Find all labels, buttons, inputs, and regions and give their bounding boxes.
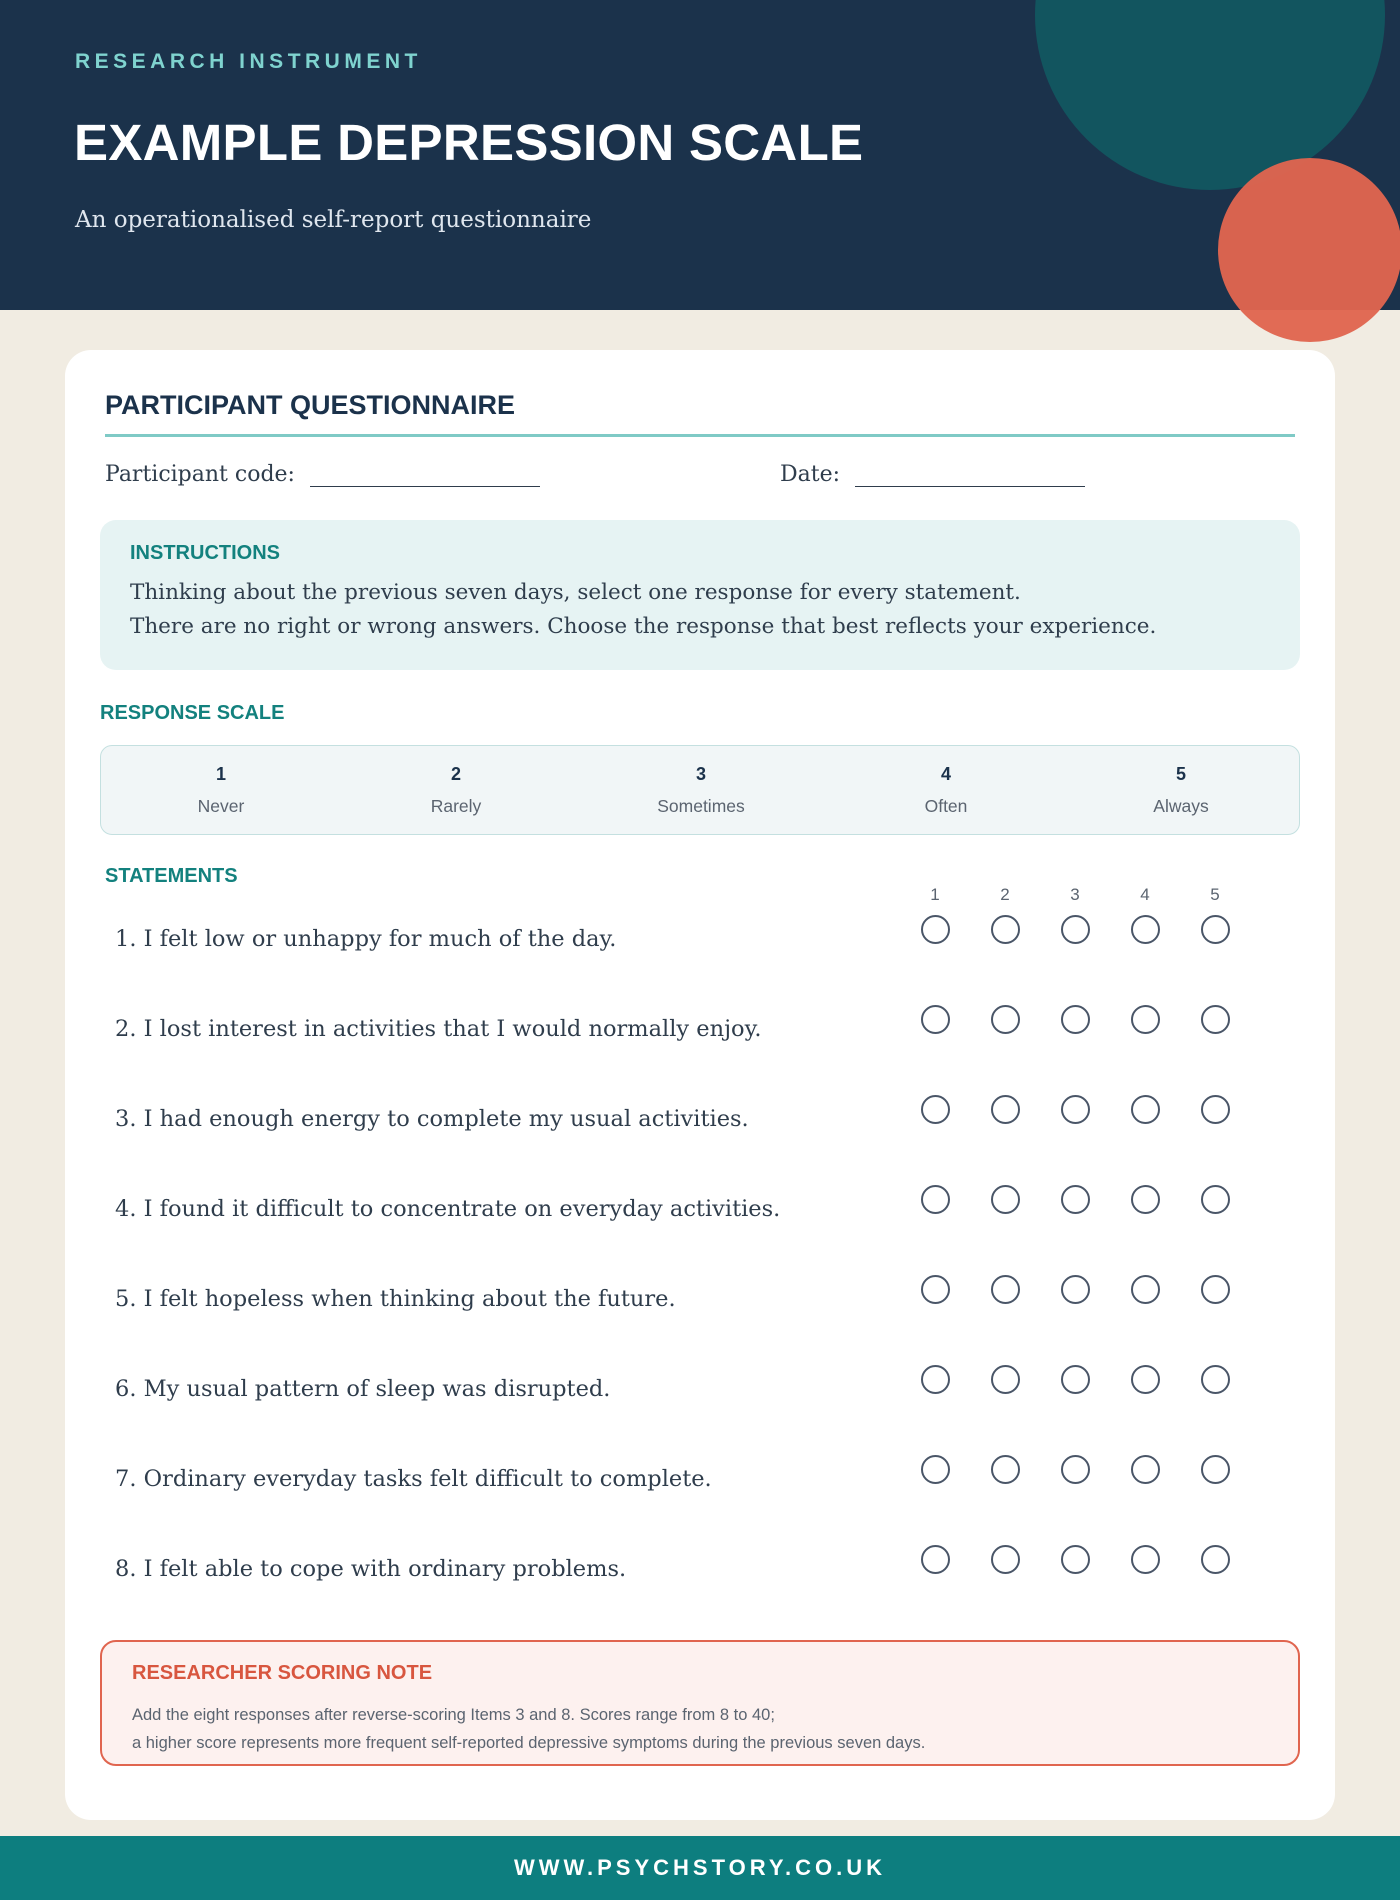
response-radio-5[interactable] — [1201, 1365, 1230, 1394]
scale-label: Often — [924, 796, 968, 816]
response-radio-2[interactable] — [991, 1365, 1020, 1394]
column-label-2: 2 — [1000, 885, 1010, 904]
date-field — [780, 462, 1085, 487]
response-radio-4[interactable] — [1131, 915, 1160, 944]
footer-bar — [0, 1836, 1400, 1900]
response-radio-1[interactable] — [921, 1545, 950, 1574]
scale-number: 2 — [450, 764, 461, 784]
response-radio-5[interactable] — [1201, 1005, 1230, 1034]
statement-text: 6. My usual pattern of sleep was disrupted. — [115, 1376, 611, 1402]
scale-item-4 — [866, 764, 1026, 817]
response-radio-4[interactable] — [1131, 1365, 1160, 1394]
date-label: Date: — [780, 462, 841, 487]
scale-number: 4 — [940, 764, 951, 784]
response-radio-4[interactable] — [1131, 1275, 1160, 1304]
scale-label: Rarely — [430, 796, 482, 816]
response-scale-heading: RESPONSE SCALE — [100, 702, 285, 724]
response-radio-2[interactable] — [991, 1455, 1020, 1484]
statement-text: 8. I felt able to cope with ordinary problems. — [115, 1556, 627, 1582]
response-radio-2[interactable] — [991, 915, 1020, 944]
response-radio-5[interactable] — [1201, 1275, 1230, 1304]
response-radio-3[interactable] — [1061, 1275, 1090, 1304]
statement-text: 2. I lost interest in activities that I would normally enjoy. — [115, 1016, 762, 1042]
response-radio-1[interactable] — [921, 1275, 950, 1304]
card-title: PARTICIPANT QUESTIONNAIRE — [105, 390, 516, 420]
instructions-line-1: Thinking about the previous seven days, select one response for every statement. — [130, 580, 1021, 605]
instructions-heading: INSTRUCTIONS — [130, 542, 280, 564]
response-radio-5[interactable] — [1201, 1545, 1230, 1574]
instructions-box — [100, 520, 1300, 670]
response-radio-1[interactable] — [921, 915, 950, 944]
response-radio-1[interactable] — [921, 1455, 950, 1484]
title-divider — [105, 434, 1295, 437]
response-radio-2[interactable] — [991, 1095, 1020, 1124]
column-label-5: 5 — [1210, 885, 1220, 904]
statement-text: 7. Ordinary everyday tasks felt difficult to complete. — [115, 1466, 712, 1492]
response-radio-2[interactable] — [991, 1275, 1020, 1304]
response-radio-5[interactable] — [1201, 1455, 1230, 1484]
statement-text: 4. I found it difficult to concentrate on everyday activities. — [115, 1196, 781, 1222]
response-radio-1[interactable] — [921, 1005, 950, 1034]
scale-item-2 — [376, 764, 536, 817]
page-subtitle: An operationalised self-report questionnaire — [75, 207, 592, 233]
scale-number: 5 — [1175, 764, 1186, 784]
response-radio-3[interactable] — [1061, 1185, 1090, 1214]
statement-text: 3. I had enough energy to complete my usual activities. — [115, 1106, 749, 1132]
scale-item-3 — [621, 764, 781, 817]
response-radio-2[interactable] — [991, 1005, 1020, 1034]
footer-url: WWW.PSYCHSTORY.CO.UK — [513, 1855, 887, 1880]
response-radio-3[interactable] — [1061, 1005, 1090, 1034]
response-radio-3[interactable] — [1061, 1545, 1090, 1574]
response-radio-5[interactable] — [1201, 1095, 1230, 1124]
response-radio-4[interactable] — [1131, 1185, 1160, 1214]
response-radio-1[interactable] — [921, 1365, 950, 1394]
response-radio-1[interactable] — [921, 1095, 950, 1124]
header-banner — [0, 0, 1400, 310]
response-radio-4[interactable] — [1131, 1095, 1160, 1124]
scale-item-1 — [141, 764, 301, 817]
response-radio-3[interactable] — [1061, 1095, 1090, 1124]
response-radio-3[interactable] — [1061, 1455, 1090, 1484]
date-input[interactable] — [855, 465, 1085, 487]
response-radio-2[interactable] — [991, 1185, 1020, 1214]
scale-item-5 — [1101, 764, 1261, 817]
scoring-note-box — [100, 1640, 1300, 1766]
scoring-note-line-2: a higher score represents more frequent self-reported depressive symptoms during the previous seven days. — [132, 1734, 926, 1752]
scoring-note-line-1: Add the eight responses after reverse-scoring Items 3 and 8. Scores range from 8 to 40; — [132, 1706, 775, 1724]
scale-label: Always — [1153, 796, 1209, 816]
header-eyebrow: RESEARCH INSTRUMENT — [75, 50, 422, 73]
participant-code-label: Participant code: — [105, 462, 295, 487]
response-radio-4[interactable] — [1131, 1005, 1160, 1034]
instructions-line-2: There are no right or wrong answers. Choose the response that best reflects your experience. — [130, 614, 1157, 639]
response-radio-3[interactable] — [1061, 915, 1090, 944]
scale-number: 1 — [215, 764, 226, 784]
response-radio-5[interactable] — [1201, 1185, 1230, 1214]
scale-label: Sometimes — [657, 796, 745, 816]
scale-label: Never — [197, 796, 245, 816]
scoring-note-heading: RESEARCHER SCORING NOTE — [132, 1662, 433, 1684]
column-label-3: 3 — [1070, 885, 1080, 904]
column-label-4: 4 — [1140, 885, 1150, 904]
response-radio-3[interactable] — [1061, 1365, 1090, 1394]
column-label-1: 1 — [930, 885, 940, 904]
response-radio-5[interactable] — [1201, 915, 1230, 944]
questionnaire-card — [65, 350, 1335, 1820]
participant-code-field — [105, 462, 540, 487]
statement-text: 5. I felt hopeless when thinking about the future. — [115, 1286, 676, 1312]
decorative-coral-circle — [1218, 158, 1400, 342]
statement-text: 1. I felt low or unhappy for much of the day. — [115, 926, 617, 952]
response-radio-1[interactable] — [921, 1185, 950, 1214]
response-scale-key — [100, 745, 1300, 835]
response-radio-2[interactable] — [991, 1545, 1020, 1574]
response-radio-4[interactable] — [1131, 1545, 1160, 1574]
scale-number: 3 — [695, 764, 706, 784]
statements-heading: STATEMENTS — [105, 865, 238, 887]
response-radio-4[interactable] — [1131, 1455, 1160, 1484]
participant-code-input[interactable] — [310, 465, 540, 487]
page-title: EXAMPLE DEPRESSION SCALE — [74, 114, 864, 171]
